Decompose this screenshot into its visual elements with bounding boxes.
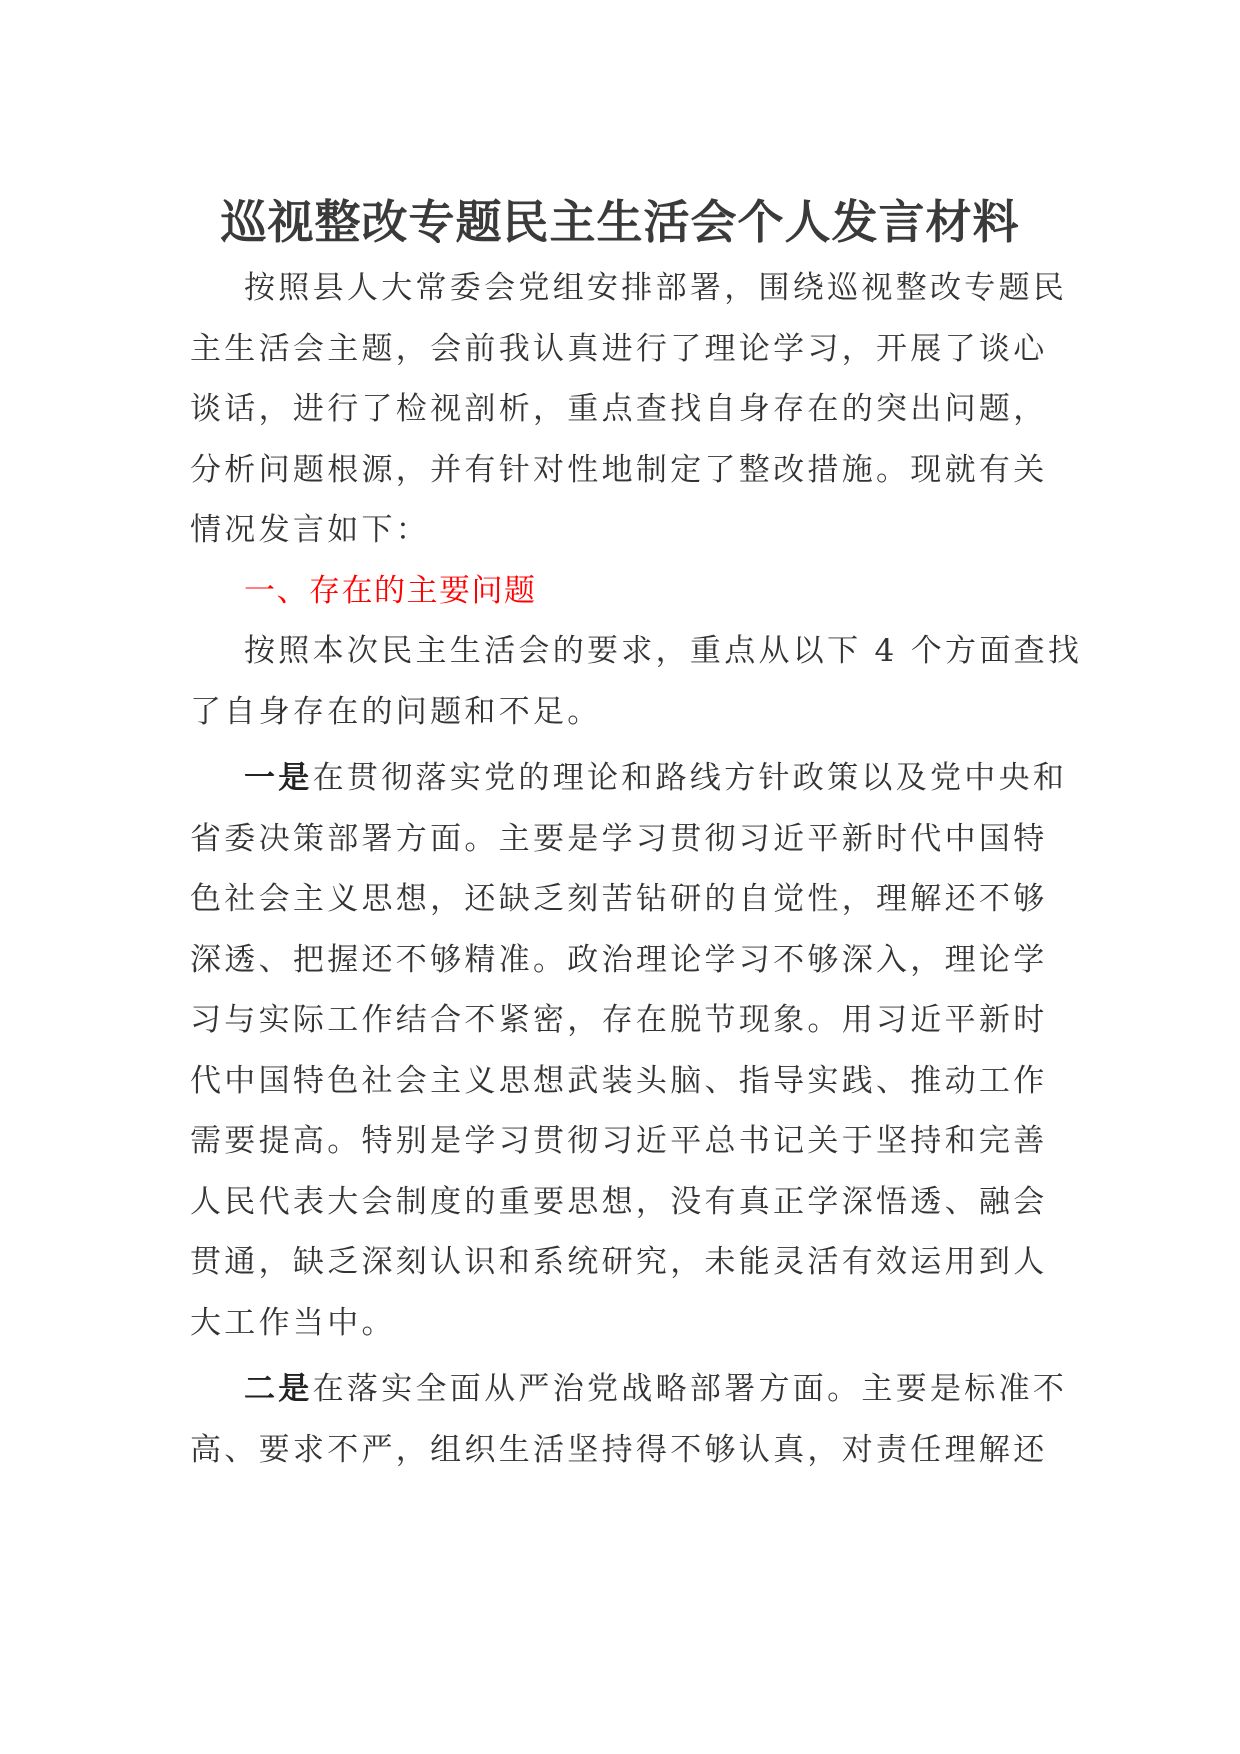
text-span: 在落实全面从严治党战略部署方面。主要是标准不 <box>312 1371 1068 1407</box>
text-line: 人民代表大会制度的重要思想，没有真正学深悟透、融会 <box>190 1183 1048 1220</box>
text-line: 深透、把握还不够精准。政治理论学习不够深入，理论学 <box>190 941 1048 978</box>
document-body <box>190 258 1083 1480</box>
text-span: 在贯彻落实党的理论和路线方针政策以及党中央和 <box>312 760 1068 796</box>
section-heading: 一、存在的主要问题 <box>244 572 537 609</box>
text-line: 按照县人大常委会党组安排部署，围绕巡视整改专题民 <box>244 270 1068 306</box>
text-line: 色社会主义思想，还缺乏刻苦钻研的自觉性，理解还不够 <box>190 881 1048 917</box>
text-line: 了自身存在的问题和不足。 <box>190 693 602 730</box>
text-line <box>190 748 1068 809</box>
intro-paragraph <box>190 258 1068 561</box>
point-two-paragraph <box>190 1359 1068 1480</box>
text-line <box>190 1359 1068 1420</box>
text-line: 省委决策部署方面。主要是学习贯彻习近平新时代中国特 <box>190 820 1048 857</box>
text-line: 分析问题根源，并有针对性地制定了整改措施。现就有关 <box>190 451 1048 488</box>
text-line: 情况发言如下： <box>190 512 431 548</box>
point-one-paragraph <box>190 748 1068 1353</box>
text-line: 需要提高。特别是学习贯彻习近平总书记关于坚持和完善 <box>190 1123 1048 1159</box>
text-line: 高、要求不严，组织生活坚持得不够认真，对责任理解还 <box>190 1431 1048 1468</box>
text-line: 习与实际工作结合不紧密，存在脱节现象。用习近平新时 <box>190 1002 1048 1038</box>
text-line: 贯通，缺乏深刻认识和系统研究，未能灵活有效运用到人 <box>190 1244 1048 1280</box>
text-line: 按照本次民主生活会的要求，重点从以下 4 个方面查找 <box>244 633 1083 669</box>
text-line: 代中国特色社会主义思想武装头脑、指导实践、推动工作 <box>190 1062 1048 1099</box>
point-lead-label: 二是 <box>244 1371 313 1407</box>
section-intro-paragraph <box>190 621 1083 742</box>
text-line: 主生活会主题，会前我认真进行了理论学习，开展了谈心 <box>190 330 1048 367</box>
text-line: 谈话，进行了检视剖析，重点查找自身存在的突出问题， <box>190 391 1048 427</box>
point-lead-label: 一是 <box>244 760 313 796</box>
document-title: 巡视整改专题民主生活会个人发言材料 <box>220 195 1020 249</box>
text-line: 大工作当中。 <box>190 1304 396 1341</box>
